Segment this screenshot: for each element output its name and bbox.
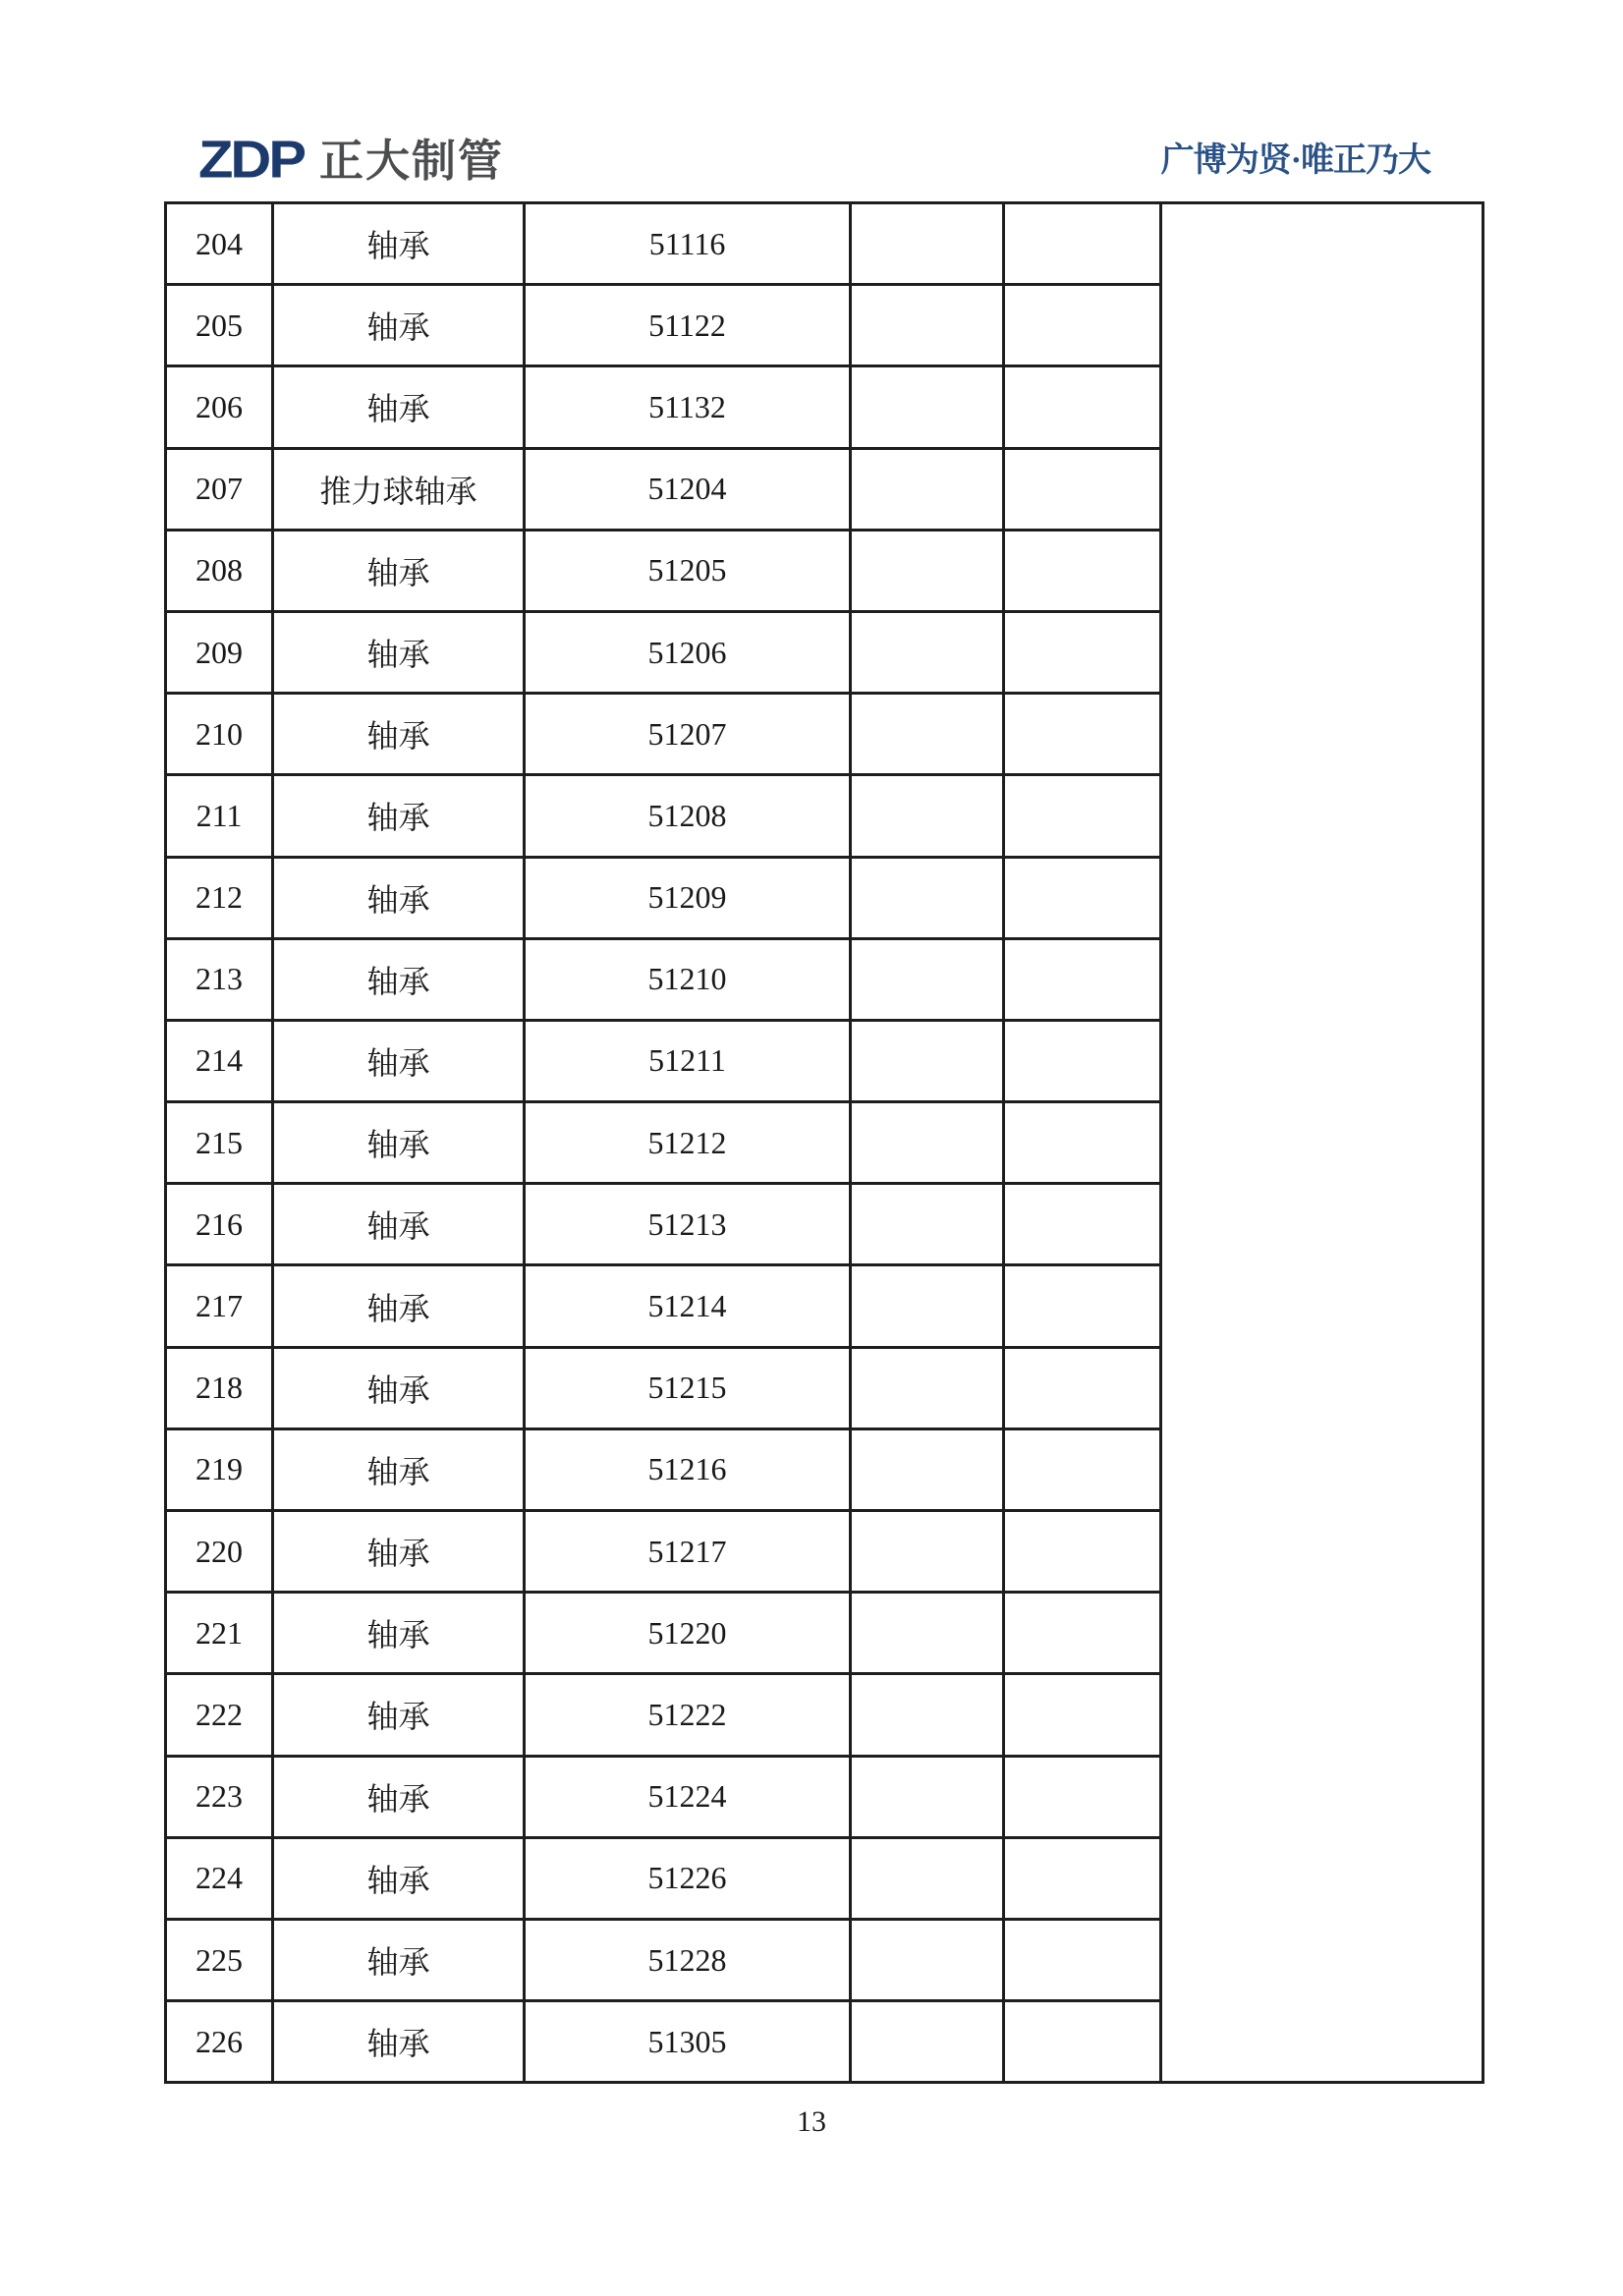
row-number-cell: 226 — [166, 2001, 273, 2083]
part-name-cell: 轴承 — [273, 285, 525, 366]
empty-cell — [851, 1756, 1004, 1837]
parts-table — [164, 201, 1484, 2084]
empty-cell — [851, 1428, 1004, 1510]
part-name-cell: 轴承 — [273, 857, 525, 938]
model-cell: 51217 — [525, 1511, 851, 1593]
empty-cell — [1004, 1837, 1161, 1919]
row-number-cell: 209 — [166, 611, 273, 693]
row-number-cell: 224 — [166, 1837, 273, 1919]
empty-cell — [1004, 1020, 1161, 1101]
model-cell: 51205 — [525, 530, 851, 611]
model-cell: 51228 — [525, 1919, 851, 2000]
row-number-cell: 211 — [166, 775, 273, 857]
empty-cell — [1004, 448, 1161, 530]
part-name-cell: 轴承 — [273, 775, 525, 857]
empty-cell — [851, 694, 1004, 775]
model-cell: 51208 — [525, 775, 851, 857]
part-name-cell: 轴承 — [273, 1347, 525, 1428]
part-name-cell: 轴承 — [273, 1674, 525, 1756]
empty-cell — [851, 203, 1004, 285]
model-cell: 51132 — [525, 366, 851, 448]
part-name-cell: 轴承 — [273, 1428, 525, 1510]
part-name-cell: 轴承 — [273, 611, 525, 693]
row-number-cell: 210 — [166, 694, 273, 775]
empty-cell — [851, 1674, 1004, 1756]
model-cell: 51122 — [525, 285, 851, 366]
empty-cell — [851, 1265, 1004, 1347]
model-cell: 51214 — [525, 1265, 851, 1347]
empty-cell — [1004, 1593, 1161, 1674]
row-number-cell: 223 — [166, 1756, 273, 1837]
empty-cell — [851, 1511, 1004, 1593]
empty-cell — [1004, 1428, 1161, 1510]
part-name-cell: 轴承 — [273, 1593, 525, 1674]
empty-cell — [1004, 1674, 1161, 1756]
part-name-cell: 轴承 — [273, 1511, 525, 1593]
part-name-cell: 轴承 — [273, 1102, 525, 1184]
empty-cell — [851, 530, 1004, 611]
part-name-cell: 轴承 — [273, 2001, 525, 2083]
row-number-cell: 208 — [166, 530, 273, 611]
part-name-cell: 轴承 — [273, 694, 525, 775]
row-number-cell: 221 — [166, 1593, 273, 1674]
empty-cell — [1004, 1184, 1161, 1265]
model-cell: 51211 — [525, 1020, 851, 1101]
empty-cell — [851, 775, 1004, 857]
empty-cell — [1004, 203, 1161, 285]
model-cell: 51215 — [525, 1347, 851, 1428]
empty-cell — [851, 448, 1004, 530]
row-number-cell: 207 — [166, 448, 273, 530]
empty-cell — [1004, 694, 1161, 775]
row-number-cell: 219 — [166, 1428, 273, 1510]
row-number-cell: 213 — [166, 938, 273, 1020]
table-row — [166, 203, 1483, 285]
empty-cell — [851, 1593, 1004, 1674]
model-cell: 51220 — [525, 1593, 851, 1674]
model-cell: 51222 — [525, 1674, 851, 1756]
row-number-cell: 225 — [166, 1919, 273, 2000]
empty-cell — [1004, 857, 1161, 938]
row-number-cell: 220 — [166, 1511, 273, 1593]
model-cell: 51206 — [525, 611, 851, 693]
model-cell: 51210 — [525, 938, 851, 1020]
empty-cell — [851, 611, 1004, 693]
part-name-cell: 轴承 — [273, 1837, 525, 1919]
part-name-cell: 轴承 — [273, 1020, 525, 1101]
part-name-cell: 推力球轴承 — [273, 448, 525, 530]
empty-cell — [1004, 1756, 1161, 1837]
empty-cell — [1004, 366, 1161, 448]
empty-cell — [1004, 285, 1161, 366]
model-cell: 51116 — [525, 203, 851, 285]
empty-cell — [851, 285, 1004, 366]
company-logo — [198, 132, 504, 189]
part-name-cell: 轴承 — [273, 1184, 525, 1265]
company-slogan: 广博为贤·唯正乃大 — [1160, 142, 1430, 179]
model-cell: 51209 — [525, 857, 851, 938]
empty-cell — [1004, 611, 1161, 693]
empty-cell — [851, 1102, 1004, 1184]
model-cell: 51213 — [525, 1184, 851, 1265]
notes-merged-cell — [1161, 203, 1483, 2083]
empty-cell — [851, 1184, 1004, 1265]
empty-cell — [851, 1020, 1004, 1101]
empty-cell — [851, 1919, 1004, 2000]
empty-cell — [1004, 1102, 1161, 1184]
model-cell: 51207 — [525, 694, 851, 775]
empty-cell — [851, 366, 1004, 448]
empty-cell — [851, 857, 1004, 938]
model-cell: 51305 — [525, 2001, 851, 2083]
row-number-cell: 222 — [166, 1674, 273, 1756]
row-number-cell: 204 — [166, 203, 273, 285]
empty-cell — [1004, 938, 1161, 1020]
zdp-logo-mark: ZDP — [198, 130, 304, 190]
model-cell: 51204 — [525, 448, 851, 530]
page-number: 13 — [797, 2105, 826, 2138]
model-cell: 51226 — [525, 1837, 851, 1919]
row-number-cell: 215 — [166, 1102, 273, 1184]
company-name: 正大制管 — [319, 134, 505, 187]
empty-cell — [1004, 1511, 1161, 1593]
model-cell: 51216 — [525, 1428, 851, 1510]
empty-cell — [1004, 775, 1161, 857]
row-number-cell: 206 — [166, 366, 273, 448]
row-number-cell: 214 — [166, 1020, 273, 1101]
empty-cell — [851, 2001, 1004, 2083]
empty-cell — [1004, 1919, 1161, 2000]
empty-cell — [851, 1837, 1004, 1919]
row-number-cell: 216 — [166, 1184, 273, 1265]
part-name-cell: 轴承 — [273, 203, 525, 285]
empty-cell — [1004, 2001, 1161, 2083]
part-name-cell: 轴承 — [273, 366, 525, 448]
empty-cell — [1004, 530, 1161, 611]
empty-cell — [1004, 1265, 1161, 1347]
row-number-cell: 217 — [166, 1265, 273, 1347]
part-name-cell: 轴承 — [273, 530, 525, 611]
row-number-cell: 212 — [166, 857, 273, 938]
part-name-cell: 轴承 — [273, 1265, 525, 1347]
empty-cell — [851, 938, 1004, 1020]
part-name-cell: 轴承 — [273, 1756, 525, 1837]
empty-cell — [1004, 1347, 1161, 1428]
row-number-cell: 205 — [166, 285, 273, 366]
model-cell: 51212 — [525, 1102, 851, 1184]
part-name-cell: 轴承 — [273, 1919, 525, 2000]
model-cell: 51224 — [525, 1756, 851, 1837]
row-number-cell: 218 — [166, 1347, 273, 1428]
empty-cell — [851, 1347, 1004, 1428]
part-name-cell: 轴承 — [273, 938, 525, 1020]
